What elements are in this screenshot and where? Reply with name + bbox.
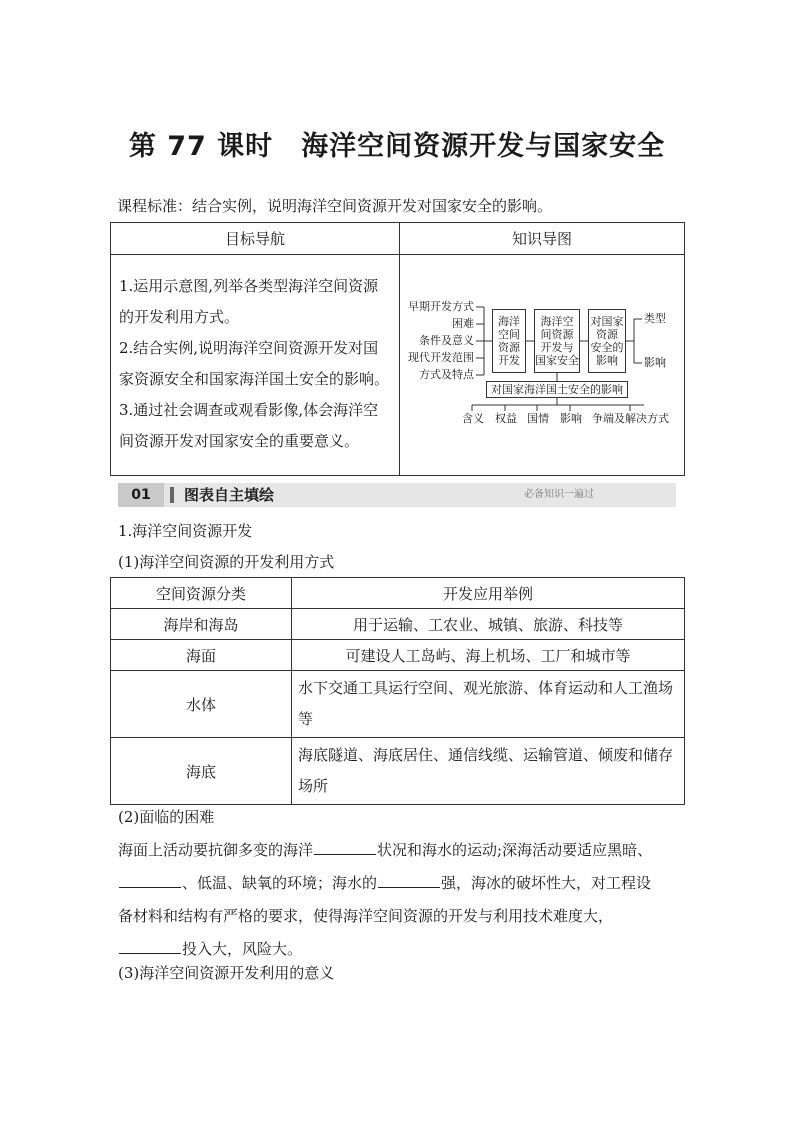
- mindmap-bottom-item: 权益: [495, 412, 517, 425]
- mindmap-box-security: 海洋空 间资源 开发与 国家安全: [534, 309, 580, 373]
- category-cell: 海面: [111, 640, 292, 671]
- heading-significance: (3)海洋空间资源开发利用的意义: [118, 964, 335, 982]
- mindmap-box-development: 海洋 空间 资源 开发: [492, 309, 526, 373]
- fill-blank[interactable]: [119, 938, 181, 954]
- example-cell: 水下交通工具运行空间、观光旅游、体育运动和人工渔场等: [292, 671, 685, 738]
- mindmap-left-item: 困难: [452, 317, 474, 330]
- goal-table: [110, 222, 685, 476]
- category-cell: 水体: [111, 671, 292, 738]
- mindmap-right-item: 类型: [644, 312, 666, 325]
- mindmap-left-item: 现代开发范围: [408, 351, 474, 364]
- mindmap-left-item: 条件及意义: [419, 334, 474, 347]
- mindmap-bottom-item: 影响: [560, 412, 582, 425]
- goal-item: 3.通过社会调查或观看影像,体会海洋空间资源开发对国家安全的重要意义。: [119, 401, 379, 450]
- goal-item: 1.运用示意图,列举各类型海洋空间资源的开发利用方式。: [119, 277, 379, 326]
- mindmap-bottom-item: 国情: [527, 412, 549, 425]
- section-header: [118, 483, 676, 507]
- lesson-title: 海洋空间资源开发与国家安全: [301, 131, 666, 162]
- mindmap-bottom-item: 含义: [462, 412, 484, 425]
- example-cell: 可建设人工岛屿、海上机场、工厂和城市等: [292, 640, 685, 671]
- page-title: [0, 124, 794, 163]
- section-number: 01: [118, 483, 164, 507]
- difficulty-paragraph: 海面上活动要抗御多变的海洋 状况和海水的运动;深海活动要适应黑暗、 、低温、缺氧的环境；海水的 强，海冰的破坏性大，对工程设 备材料和结构有严格的要求，使得海洋空间资源的开发与利用技术难度大， 投入大，风险大。: [118, 841, 653, 958]
- goal-header: 目标导航: [111, 223, 400, 255]
- resource-table: [110, 577, 685, 805]
- table-header: 空间资源分类: [111, 578, 292, 609]
- section-title: 图表自主填绘: [184, 486, 275, 504]
- category-cell: 海岸和海岛: [111, 609, 292, 640]
- fill-blank[interactable]: [378, 872, 440, 888]
- fill-blank[interactable]: [119, 872, 181, 888]
- mindmap-right-item: 影响: [644, 356, 666, 369]
- table-header: 开发应用举例: [292, 578, 685, 609]
- heading-utilization-methods: (1)海洋空间资源的开发利用方式: [118, 553, 335, 571]
- mindmap-left-item: 早期开发方式: [408, 300, 474, 313]
- heading-difficulties: (2)面临的困难: [118, 808, 215, 826]
- table-row: [111, 671, 685, 738]
- knowledge-mindmap: [400, 255, 684, 475]
- table-row: [111, 609, 685, 640]
- mindmap-box-resource-security: 对国家 资源 安全的 影响: [588, 309, 626, 373]
- section-subtitle: 必备知识一遍过: [524, 489, 594, 500]
- table-row: [111, 640, 685, 671]
- lesson-number: 第 77 课时: [128, 131, 274, 162]
- heading-space-resource-development: 1.海洋空间资源开发: [118, 522, 253, 540]
- mindmap-box-territory: 对国家海洋国土安全的影响: [486, 381, 628, 398]
- table-row: [111, 738, 685, 805]
- category-cell: 海底: [111, 738, 292, 805]
- curriculum-standard: 课程标准：结合实例，说明海洋空间资源开发对国家安全的影响。: [117, 197, 553, 215]
- goal-item: 2.结合实例,说明海洋空间资源开发对国家资源安全和国家海洋国土安全的影响。: [119, 339, 390, 388]
- mindmap-cell: [400, 255, 685, 476]
- mindmap-header: 知识导图: [400, 223, 685, 255]
- mindmap-bottom-item: 争端及解决方式: [592, 412, 669, 425]
- example-cell: 用于运输、工农业、城镇、旅游、科技等: [292, 609, 685, 640]
- section-divider: [170, 487, 174, 503]
- mindmap-left-item: 方式及特点: [419, 368, 474, 381]
- example-cell: 海底隧道、海底居住、通信线缆、运输管道、倾废和储存场所: [292, 738, 685, 805]
- fill-blank[interactable]: [314, 839, 376, 855]
- goal-list: [111, 255, 400, 476]
